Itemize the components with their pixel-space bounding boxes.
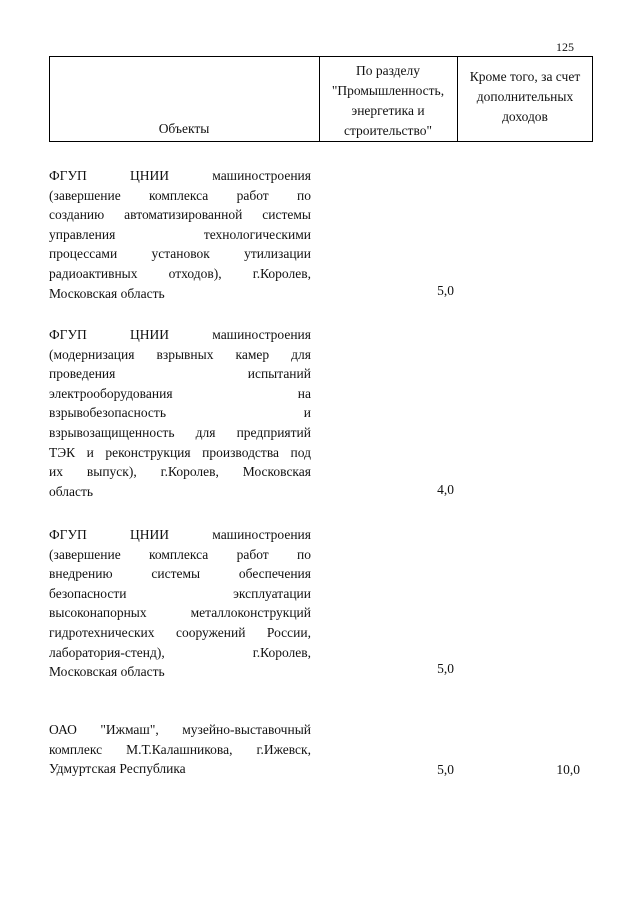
header-extra-income xyxy=(457,67,593,127)
header-extra-line: доходов xyxy=(502,109,548,124)
object-line: созданию автоматизированной системы xyxy=(49,207,311,223)
header-extra-line: дополнительных xyxy=(476,89,574,104)
object-line: ФГУП ЦНИИ машиностроения xyxy=(49,168,311,183)
object-line: область xyxy=(49,483,94,499)
object-line: (завершение комплекса работ по xyxy=(49,187,311,203)
object-line: Московская область xyxy=(49,664,165,680)
object-line: их выпуск), г.Королев, Московская xyxy=(49,464,311,480)
object-line: взрывобезопасность и xyxy=(49,405,311,421)
header-section xyxy=(319,61,457,141)
header-section-line: "Промышленность, xyxy=(331,83,445,98)
table-row-object xyxy=(49,325,311,501)
header-section-line: энергетика и xyxy=(351,103,425,118)
header-objects: Объекты xyxy=(158,121,210,136)
object-line: Московская область xyxy=(49,285,165,301)
object-line: радиоактивных отходов), г.Королев, xyxy=(49,265,311,281)
extra-income-value: 10,0 xyxy=(556,762,580,777)
table-row-object xyxy=(49,166,311,303)
table-row-object xyxy=(49,720,311,779)
object-line: ТЭК и реконструкция производства под xyxy=(49,444,311,460)
object-line: высоконапорных металлоконструкций xyxy=(49,605,311,621)
object-line: (завершение комплекса работ по xyxy=(49,546,311,562)
header-extra-line: Кроме того, за счет xyxy=(469,69,581,84)
object-line: ФГУП ЦНИИ машиностроения xyxy=(49,527,311,542)
section-value: 4,0 xyxy=(437,482,454,497)
object-line: процессами установок утилизации xyxy=(49,246,311,262)
section-value: 5,0 xyxy=(437,283,454,298)
object-line: безопасности эксплуатации xyxy=(49,585,311,601)
page-number: 125 xyxy=(556,40,574,54)
section-value: 5,0 xyxy=(437,661,454,676)
section-value: 5,0 xyxy=(437,762,454,777)
table-header xyxy=(49,56,593,142)
object-line: внедрению системы обеспечения xyxy=(49,566,311,582)
object-line: управления технологическими xyxy=(49,226,311,242)
object-line: электрооборудования на xyxy=(49,385,311,401)
object-line: Удмуртская Республика xyxy=(49,761,186,777)
object-line: (модернизация взрывных камер для xyxy=(49,346,311,362)
object-line: гидротехнических сооружений России, xyxy=(49,624,311,640)
object-line: ОАО "Ижмаш", музейно-выставочный xyxy=(49,722,311,737)
object-line: лаборатория-стенд), г.Королев, xyxy=(49,644,311,660)
object-line: комплекс М.Т.Калашникова, г.Ижевск, xyxy=(49,741,311,757)
header-section-line: По разделу xyxy=(355,63,421,78)
table-row-object xyxy=(49,525,311,682)
object-line: ФГУП ЦНИИ машиностроения xyxy=(49,327,311,342)
object-line: взрывозащищенность для предприятий xyxy=(49,424,311,440)
object-line: проведения испытаний xyxy=(49,366,311,382)
header-section-line: строительство" xyxy=(343,123,432,138)
